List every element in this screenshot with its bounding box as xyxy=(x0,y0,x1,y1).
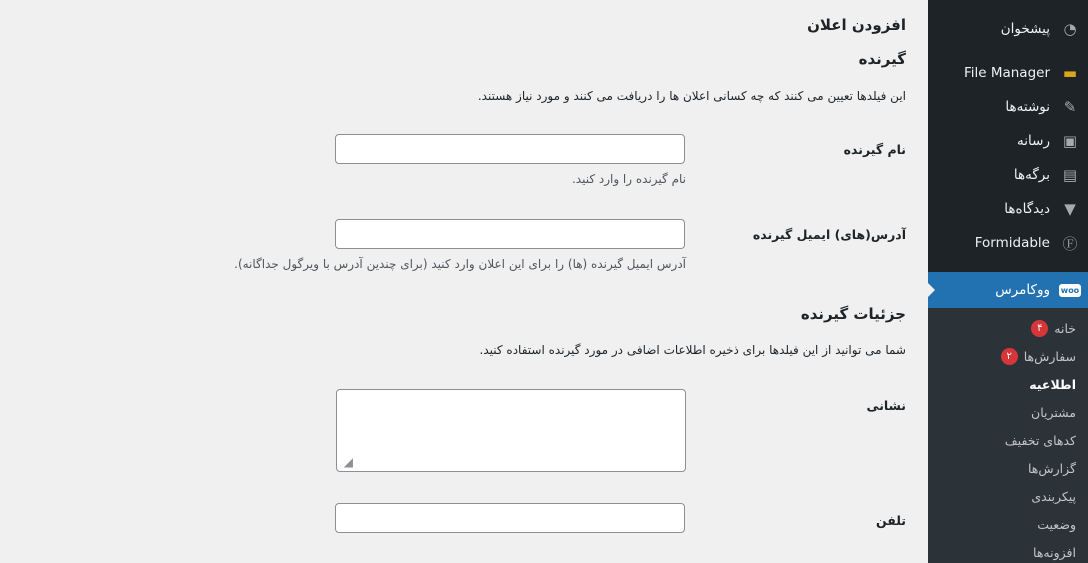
woocommerce-submenu xyxy=(928,308,1088,563)
recipient-description: این فیلدها تعیین می کنند که چه کسانی اعلان ها را دریافت می کنند و مورد نیاز هستند. xyxy=(477,89,906,103)
menu-item-woocommerce[interactable] xyxy=(928,272,1088,308)
menu-item-file-manager[interactable] xyxy=(928,56,1088,90)
submenu-item-reports[interactable]: گزارش‌ها xyxy=(1027,460,1076,476)
submenu-item-settings[interactable]: پیکربندی xyxy=(1031,488,1076,504)
submenu-item-notifications[interactable]: اطلاعیه xyxy=(1029,376,1076,392)
address-textarea[interactable] xyxy=(336,389,686,472)
page-title: افزودن اعلان xyxy=(807,16,906,34)
menu-item-label: File Manager xyxy=(963,65,1050,81)
admin-sidebar xyxy=(928,0,1088,563)
menu-item-label: رسانه xyxy=(1017,133,1050,149)
submenu-item-orders[interactable]: سفارش‌ها ۲ xyxy=(928,342,1088,370)
submenu-item-coupons[interactable]: کدهای تخفیف xyxy=(1004,432,1076,448)
phone-input[interactable] xyxy=(335,503,685,533)
submenu-item-customers[interactable]: مشتریان xyxy=(1031,404,1076,420)
folder-icon: ▬ xyxy=(1062,64,1078,82)
submenu-item-extensions[interactable]: افزونه‌ها xyxy=(1033,544,1076,560)
pages-icon: ▤ xyxy=(1062,166,1078,184)
menu-item-label: نوشته‌ها xyxy=(1005,99,1050,115)
recipient-email-input[interactable] xyxy=(335,219,685,249)
media-icon: ▣ xyxy=(1062,132,1078,150)
menu-item-label: ووکامرس xyxy=(995,282,1050,298)
menu-item-label: دیدگاه‌ها xyxy=(1004,201,1050,217)
submenu-item-home[interactable]: خانه ۴ xyxy=(928,314,1088,342)
resize-handle-icon[interactable]: ◢ xyxy=(343,455,353,469)
menu-item-posts[interactable] xyxy=(928,90,1088,124)
address-label: نشانی xyxy=(866,398,906,413)
menu-item-dashboard[interactable] xyxy=(928,12,1088,46)
recipient-section-title: گیرنده xyxy=(858,50,906,68)
formidable-icon: Ⓕ xyxy=(1062,234,1078,253)
menu-item-label: برگه‌ها xyxy=(1013,167,1050,183)
count-badge: ۴ xyxy=(1031,320,1048,337)
recipient-email-label: آدرس(های) ایمیل گیرنده xyxy=(752,227,906,242)
menu-item-formidable[interactable] xyxy=(928,226,1088,260)
recipient-name-help: نام گیرنده را وارد کنید. xyxy=(571,172,686,186)
menu-item-media[interactable] xyxy=(928,124,1088,158)
menu-item-comments[interactable] xyxy=(928,192,1088,226)
woo-icon: woo xyxy=(1060,285,1080,295)
recipient-email-help: آدرس ایمیل گیرنده (ها) را برای این اعلان وارد کنید (برای چندین آدرس با ویرگول جداگانه). xyxy=(234,257,686,271)
submenu-item-status[interactable]: وضعیت xyxy=(1037,516,1076,532)
menu-item-pages[interactable] xyxy=(928,158,1088,192)
recipient-name-input[interactable] xyxy=(335,134,685,164)
count-badge: ۲ xyxy=(1001,348,1018,365)
details-section-title: جزئیات گیرنده xyxy=(800,305,906,323)
comments-icon: ▼ xyxy=(1064,200,1076,218)
details-description: شما می توانید از این فیلدها برای ذخیره اطلاعات اضافی در مورد گیرنده استفاده کنید. xyxy=(479,343,906,357)
phone-label: تلفن xyxy=(875,513,906,528)
dashboard-icon: ◔ xyxy=(1063,20,1077,38)
menu-item-label: Formidable xyxy=(974,235,1050,251)
pin-icon: ✎ xyxy=(1063,98,1077,116)
recipient-name-label: نام گیرنده xyxy=(843,142,906,157)
menu-item-label: پیشخوان xyxy=(1000,21,1050,37)
